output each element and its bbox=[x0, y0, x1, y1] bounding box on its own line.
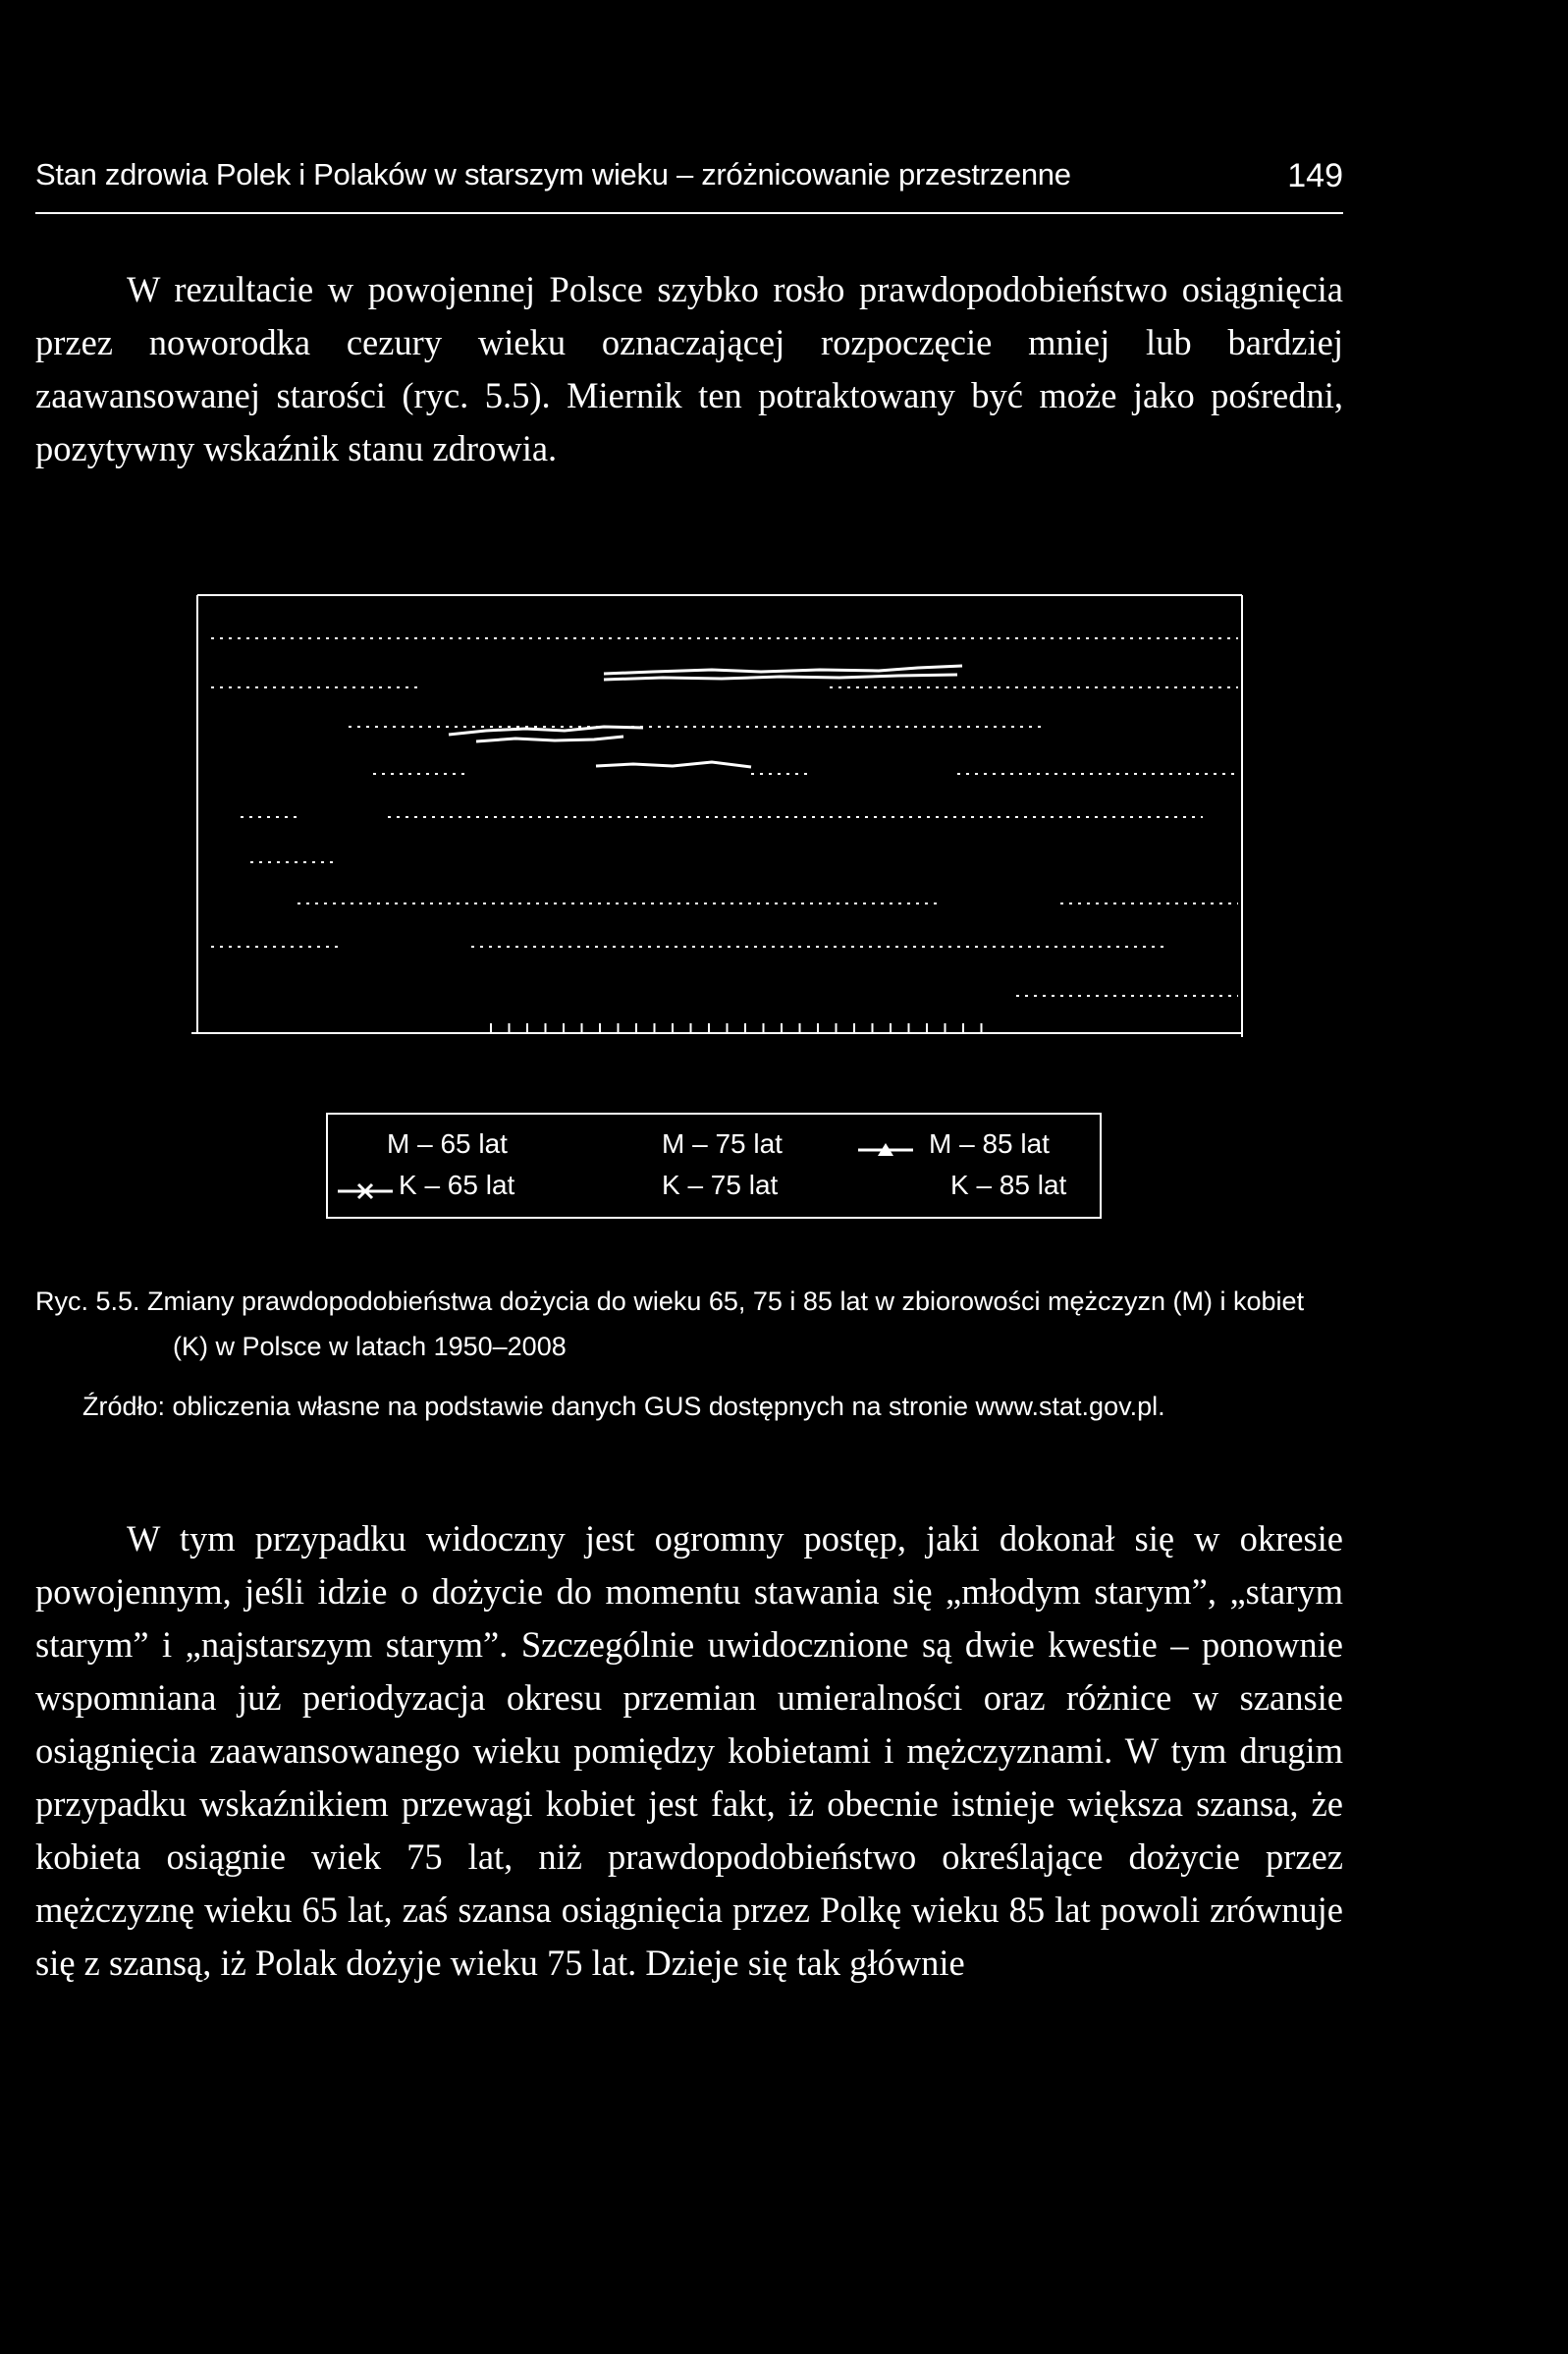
dotted-gridlines bbox=[211, 638, 1238, 996]
series-k-85-line bbox=[596, 762, 751, 767]
series-lines bbox=[449, 666, 962, 767]
legend-m-75: M – 75 lat bbox=[662, 1128, 783, 1159]
probability-chart bbox=[191, 589, 1252, 1041]
cross-marker-icon bbox=[338, 1181, 393, 1201]
series-m-65-line bbox=[449, 727, 643, 735]
running-title: Stan zdrowia Polek i Polaków w starszym wieku – zróżnicowanie przestrzenne bbox=[35, 157, 1071, 192]
legend-m-65: M – 65 lat bbox=[387, 1128, 508, 1159]
figure-caption bbox=[35, 1279, 1343, 1369]
series-k-65-line bbox=[604, 666, 962, 674]
legend-k-65: K – 65 lat bbox=[399, 1170, 515, 1200]
caption-text: Ryc. 5.5. Zmiany prawdopodobieństwa dożycia do wieku 65, 75 i 85 lat w zbiorowości mężczyzn (M) i kobiet (K) w Polsce w latach 1950–2008 bbox=[35, 1286, 1305, 1361]
legend-m-85: M – 85 lat bbox=[929, 1128, 1050, 1159]
legend-k-75: K – 75 lat bbox=[662, 1170, 779, 1200]
body-paragraph-bottom: W tym przypadku widoczny jest ogromny postęp, jaki dokonał się w okresie powojennym, jeśli idzie o dożycie do momentu stawania się „młodym starym”, „starym starym” i „najstarszym starym”. Szczególnie uwidocznione są dwie kwestie – ponownie wspomniana już periodyzacja okresu przemian umieralności oraz różnice w szansie osiągnięcia zaawansowanego wieku pomiędzy kobietami i mężczyznami. W tym drugim przypadku wskaźnikiem przewagi kobiet jest fakt, iż obecnie istnieje większa szansa, że kobieta osiągnie wiek 75 lat, niż prawdopodobieństwo określające dożycie przez mężczyznę wieku 65 lat, zaś szansa osiągnięcia przez Polkę wieku 85 lat powoli zrównuje się z szansą, iż Polak dożyje wieku 75 lat. Dzieje się tak głównie bbox=[35, 1518, 1343, 1983]
page-number: 149 bbox=[1287, 157, 1343, 194]
running-header bbox=[35, 157, 1343, 214]
series-k-75-line bbox=[604, 675, 957, 680]
triangle-marker-icon bbox=[858, 1140, 913, 1160]
x-axis-ticks bbox=[491, 1023, 982, 1033]
series-m-75-line bbox=[476, 737, 623, 741]
legend-k-85: K – 85 lat bbox=[950, 1170, 1067, 1200]
source-text: Źródło: obliczenia własne na podstawie danych GUS dostępnych na stronie www.stat.gov.pl. bbox=[82, 1392, 1165, 1421]
body-paragraph-top: W rezultacie w powojennej Polsce szybko rosło prawdopodobieństwo osiągnięcia przez noworodka cezury wieku oznaczającej rozpoczęcie mniej lub bardziej zaawansowanej starości (ryc. 5.5). Miernik ten potraktowany być może jako pośredni, pozytywny wskaźnik stanu zdrowia. bbox=[35, 269, 1343, 468]
chart-legend bbox=[326, 1113, 1102, 1219]
figure-source bbox=[35, 1383, 1343, 1430]
